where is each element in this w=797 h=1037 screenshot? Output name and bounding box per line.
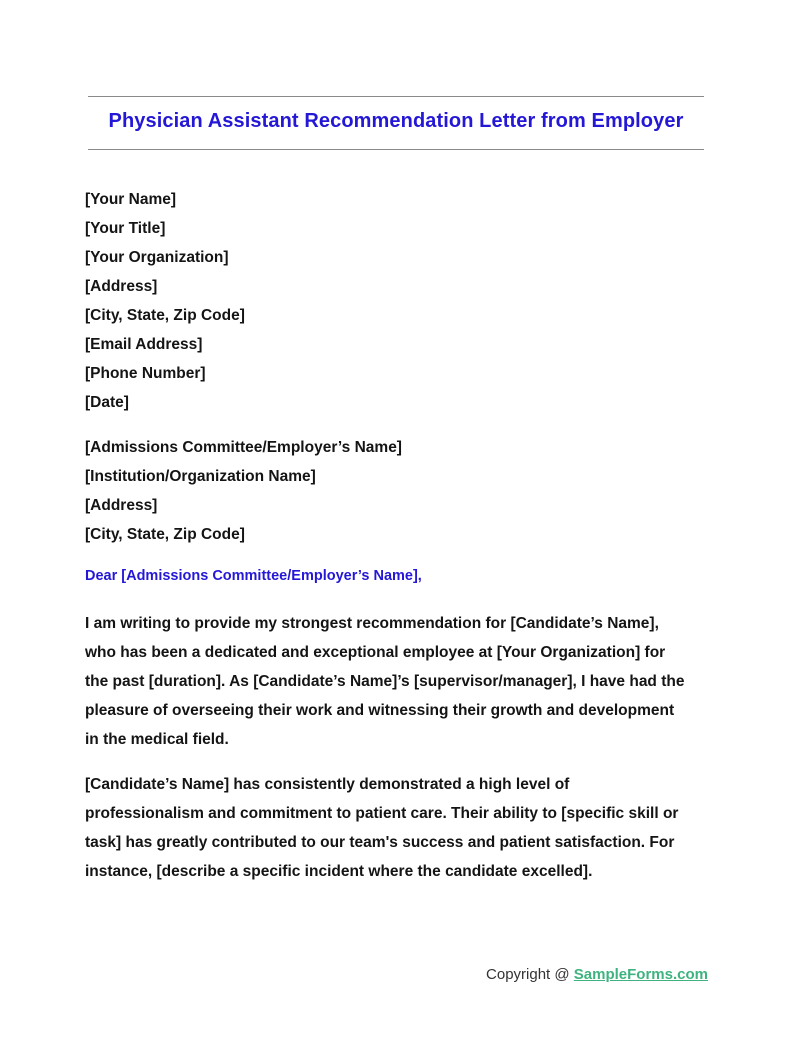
title-bottom-divider	[88, 149, 704, 150]
recipient-name: [Admissions Committee/Employer’s Name]	[85, 439, 402, 456]
body-paragraph-1	[85, 609, 715, 754]
sender-phone: [Phone Number]	[85, 365, 206, 382]
sender-city-state-zip: [City, State, Zip Code]	[85, 307, 245, 324]
paragraph-line: instance, [describe a specific incident where the candidate excelled].	[85, 863, 593, 880]
sender-organization: [Your Organization]	[85, 249, 229, 266]
sampleforms-link[interactable]: SampleForms.com	[573, 966, 708, 983]
body-paragraph-2	[85, 770, 715, 886]
paragraph-line: the past [duration]. As [Candidate’s Name]’s [supervisor/manager], I have had the	[85, 673, 685, 690]
sender-email: [Email Address]	[85, 336, 203, 353]
paragraph-line: who has been a dedicated and exceptional employee at [Your Organization] for	[85, 644, 666, 661]
title-top-divider	[88, 96, 704, 97]
paragraph-line: [Candidate’s Name] has consistently demonstrated a high level of	[85, 776, 570, 793]
paragraph-line: I am writing to provide my strongest recommendation for [Candidate’s Name],	[85, 615, 659, 632]
recipient-address: [Address]	[85, 497, 158, 514]
letter-date: [Date]	[85, 394, 129, 411]
paragraph-line: pleasure of overseeing their work and witnessing their growth and development	[85, 702, 675, 719]
sender-address-block	[85, 185, 715, 417]
sender-address: [Address]	[85, 278, 158, 295]
recipient-institution: [Institution/Organization Name]	[85, 468, 316, 485]
copyright-footer	[486, 966, 708, 983]
sender-name: [Your Name]	[85, 191, 177, 208]
recipient-address-block	[85, 433, 715, 549]
copyright-prefix: Copyright @	[486, 966, 574, 983]
paragraph-line: professionalism and commitment to patient care. Their ability to [specific skill or	[85, 805, 679, 822]
document-title: Physician Assistant Recommendation Letter from Employer	[108, 110, 684, 132]
salutation: Dear [Admissions Committee/Employer’s Name],	[85, 568, 422, 584]
paragraph-line: in the medical field.	[85, 731, 229, 748]
paragraph-line: task] has greatly contributed to our team's success and patient satisfaction. For	[85, 834, 675, 851]
recipient-city-state-zip: [City, State, Zip Code]	[85, 526, 245, 543]
sender-title: [Your Title]	[85, 220, 166, 237]
